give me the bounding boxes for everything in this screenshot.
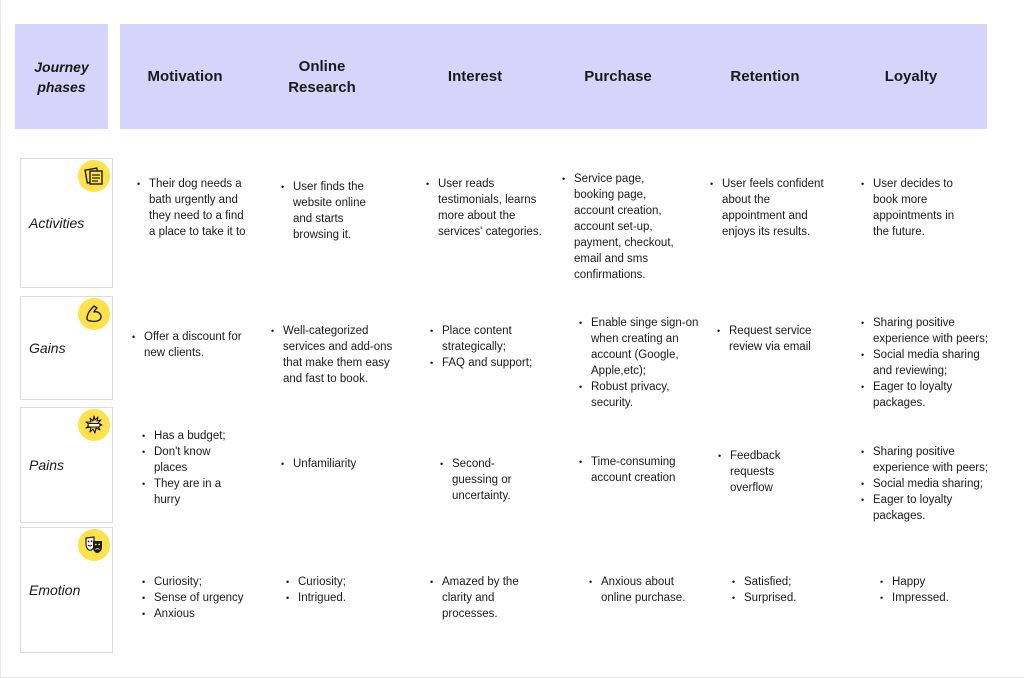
cell-pains-retention [718, 448, 794, 496]
list-item: • Sharing positive experience with peers; [861, 444, 1001, 476]
list-item: • Intrigued. [286, 590, 386, 606]
list-item: • Amazed by the clarity and processes. [430, 574, 530, 622]
cell-pains-loyalty [861, 444, 1001, 524]
list-item: • Offer a discount for new clients. [132, 329, 250, 361]
list-item: • Eager to loyalty packages. [861, 492, 1001, 524]
list-item: • Well-categorized services and add-ons that make them easy and fast to book. [271, 323, 393, 387]
cell-activities-online-research [281, 179, 381, 243]
cell-emotion-retention [732, 574, 822, 606]
list-item: • Sense of urgency [142, 590, 260, 606]
list-item: • Anxious [142, 606, 260, 622]
list-item: • Impressed. [880, 590, 970, 606]
cell-pains-motivation [142, 428, 242, 508]
phase-loyalty: Loyalty [884, 68, 938, 85]
cell-pains-online-research [281, 456, 391, 472]
row-label-gains [20, 296, 113, 400]
list-item: • Service page, booking page, account creation, account set-up, payment, checkout, email and sms confirmations. [562, 171, 684, 283]
list-item: • Their dog needs a bath urgently and they need to a find a place to take it to [137, 176, 249, 240]
cell-emotion-loyalty [880, 574, 970, 606]
row-label-activities [20, 158, 113, 288]
phase-interest: Interest [447, 68, 503, 85]
list-item: • FAQ and support; [430, 355, 540, 371]
corner-label-line-1: Journey [34, 58, 89, 75]
phase-motivation: Motivation [147, 68, 223, 85]
journey-phases-label [15, 24, 108, 129]
list-item: • User feels confident about the appointment and enjoys its results. [710, 176, 828, 240]
list-item: • They are in a hurry [142, 476, 242, 508]
list-item: • Anxious about online purchase. [589, 574, 697, 606]
cell-pains-interest [440, 456, 526, 504]
row-label-text: Emotion [29, 582, 81, 598]
cell-emotion-interest [430, 574, 530, 622]
list-item: • Unfamiliarity [281, 456, 391, 472]
cell-emotion-online-research [286, 574, 386, 606]
list-item: • Time-consuming account creation [579, 454, 691, 486]
row-label-emotion [20, 527, 113, 653]
phases-header [120, 24, 987, 129]
corner-label-line-2: phases [37, 78, 86, 95]
cell-gains-loyalty [861, 315, 1001, 411]
cell-gains-interest [430, 323, 540, 371]
phase-purchase: Purchase [584, 68, 652, 85]
list-item: • Enable singe sign-on when creating an account (Google, Apple,etc); [579, 315, 703, 379]
broken-bone-icon [78, 409, 110, 441]
cell-gains-purchase [579, 315, 703, 411]
list-item: • Curiosity; [286, 574, 386, 590]
cell-activities-purchase [562, 171, 684, 283]
list-item: • User reads testimonials, learns more about the services' categories. [426, 176, 544, 240]
list-item: • Eager to loyalty packages. [861, 379, 1001, 411]
cell-activities-interest [426, 176, 544, 240]
flexed-bicep-icon [78, 298, 110, 330]
cell-emotion-motivation [142, 574, 260, 622]
cell-gains-motivation [132, 329, 250, 361]
list-item: • Social media sharing and reviewing; [861, 347, 1001, 379]
phase-online-research: Online Research [288, 57, 356, 96]
cell-pains-purchase [579, 454, 691, 486]
list-item: • Satisfied; [732, 574, 822, 590]
cell-gains-retention [717, 323, 825, 355]
list-item: • Place content strategically; [430, 323, 540, 355]
cell-gains-online-research [271, 323, 393, 387]
row-label-pains [20, 407, 113, 523]
list-item: • Has a budget; [142, 428, 242, 444]
list-item: • Request service review via email [717, 323, 825, 355]
row-label-text: Activities [29, 215, 85, 231]
list-item: • User finds the website online and starts browsing it. [281, 179, 381, 243]
theater-masks-icon [78, 529, 110, 561]
row-label-text: Pains [29, 457, 65, 473]
sticky-notes-icon [78, 160, 110, 192]
list-item: • Curiosity; [142, 574, 260, 590]
list-item: • Social media sharing; [861, 476, 1001, 492]
list-item: • Happy [880, 574, 970, 590]
list-item: • Feedback requests overflow [718, 448, 794, 496]
list-item: • Second-guessing or uncertainty. [440, 456, 526, 504]
row-label-text: Gains [29, 340, 66, 356]
cell-activities-motivation [137, 176, 249, 240]
cell-activities-retention [710, 176, 828, 240]
phase-retention: Retention [730, 68, 800, 85]
list-item: • Don't know places [142, 444, 242, 476]
list-item: • Surprised. [732, 590, 822, 606]
list-item: • User decides to book more appointments in the future. [861, 176, 973, 240]
list-item: • Sharing positive experience with peers; [861, 315, 1001, 347]
cell-activities-loyalty [861, 176, 973, 240]
cell-emotion-purchase [589, 574, 697, 606]
list-item: • Robust privacy, security. [579, 379, 703, 411]
